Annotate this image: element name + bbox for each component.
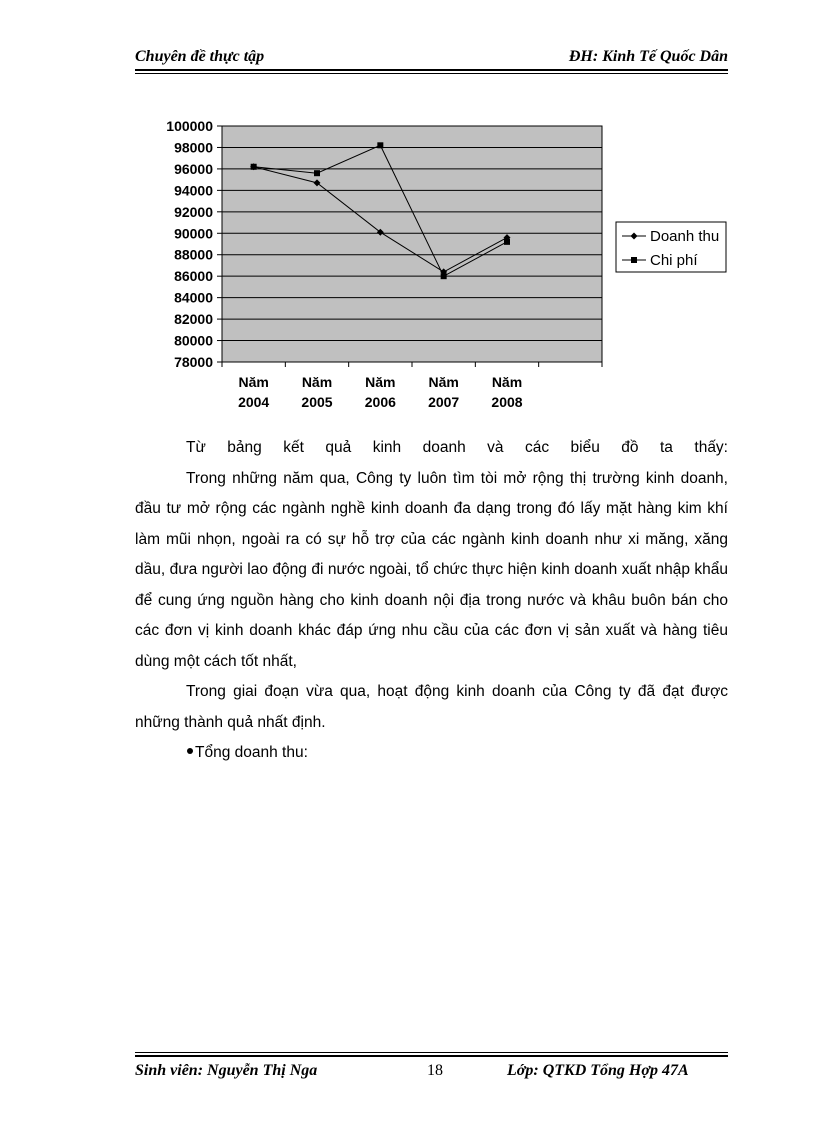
- y-tick-label: 82000: [174, 311, 213, 328]
- legend-square-icon: [631, 257, 637, 263]
- header-university: ĐH: Kinh Tế Quốc Dân: [568, 48, 728, 65]
- x-tick-label: Năm: [301, 374, 333, 390]
- legend-label: Doanh thu: [650, 228, 720, 245]
- body-text: [135, 433, 728, 769]
- x-tick-label: 2004: [238, 394, 270, 410]
- page-footer: [135, 1052, 728, 1082]
- revenue-cost-chart: [140, 112, 740, 422]
- header-rule: [135, 69, 728, 71]
- x-tick-label: Năm: [428, 374, 459, 390]
- data-point-square: [251, 164, 257, 170]
- footer-student: Sinh viên: Nguyễn Thị Nga: [135, 1062, 318, 1079]
- y-tick-label: 94000: [174, 182, 213, 199]
- y-tick-label: 78000: [174, 354, 213, 370]
- data-point-square: [314, 170, 320, 176]
- y-tick-label: 86000: [174, 268, 213, 285]
- y-tick-label: 98000: [174, 139, 213, 156]
- y-tick-label: 100000: [166, 118, 213, 134]
- footer-class: Lớp: QTKD Tổng Hợp 47A: [507, 1062, 689, 1079]
- chart-svg: [140, 112, 740, 422]
- y-tick-label: 92000: [174, 203, 213, 220]
- footer-rule-thin: [135, 1052, 728, 1053]
- data-point-square: [377, 142, 383, 148]
- paragraph-2: Trong giai đoạn vừa qua, hoạt động kinh doanh của Công ty đã đạt được những thành quả nhất định.: [135, 683, 728, 731]
- plot-area: [222, 126, 602, 362]
- x-tick-label: 2006: [364, 394, 396, 410]
- data-point-square: [441, 273, 447, 279]
- y-tick-label: 84000: [174, 289, 213, 306]
- intro-paragraph: Từ bảng kết quả kinh doanh và các biểu đồ ta thấy:: [186, 439, 728, 456]
- footer-rule: [135, 1055, 728, 1057]
- x-tick-label: 2008: [491, 394, 523, 410]
- header-title: Chuyên đề thực tập: [135, 48, 265, 65]
- x-tick-label: 2005: [301, 394, 333, 410]
- legend-label: Chi phí: [650, 252, 698, 269]
- x-tick-label: Năm: [365, 374, 396, 390]
- header-rule-thin: [135, 73, 728, 74]
- x-tick-label: Năm: [238, 374, 269, 390]
- y-tick-label: 80000: [174, 332, 213, 349]
- data-point-square: [504, 239, 510, 245]
- bullet-item: [135, 738, 728, 769]
- y-tick-label: 96000: [174, 160, 213, 177]
- page-header: [135, 48, 728, 72]
- x-tick-label: 2007: [428, 394, 460, 410]
- page-number: 18: [427, 1062, 443, 1079]
- y-tick-label: 88000: [174, 246, 213, 263]
- x-tick-label: Năm: [491, 374, 523, 390]
- bullet-dot-icon: [187, 748, 193, 754]
- y-tick-label: 90000: [174, 225, 213, 242]
- paragraph-1: Trong những năm qua, Công ty luôn tìm tòi mở rộng thị trường kinh doanh, đầu tư mở rộng các ngành nghề kinh doanh đa dạng trong đó lấy mặt hàng kim khí làm mũi nhọn, ngoài ra có sự hỗ trợ của các ngành kinh doanh như xi măng, xăng dầu, đưa người lao động đi nước ngoài, tổ chức thực hiện kinh doanh xuất nhập khẩu để cung ứng nguồn hàng cho kinh doanh nội địa trong nước và khâu buôn bán cho các đơn vị kinh doanh khác đáp ứng nhu cầu của các đơn vị sản xuất và hàng tiêu dùng một cách tốt nhất,: [135, 469, 728, 670]
- bullet-text: Tổng doanh thu:: [195, 744, 308, 761]
